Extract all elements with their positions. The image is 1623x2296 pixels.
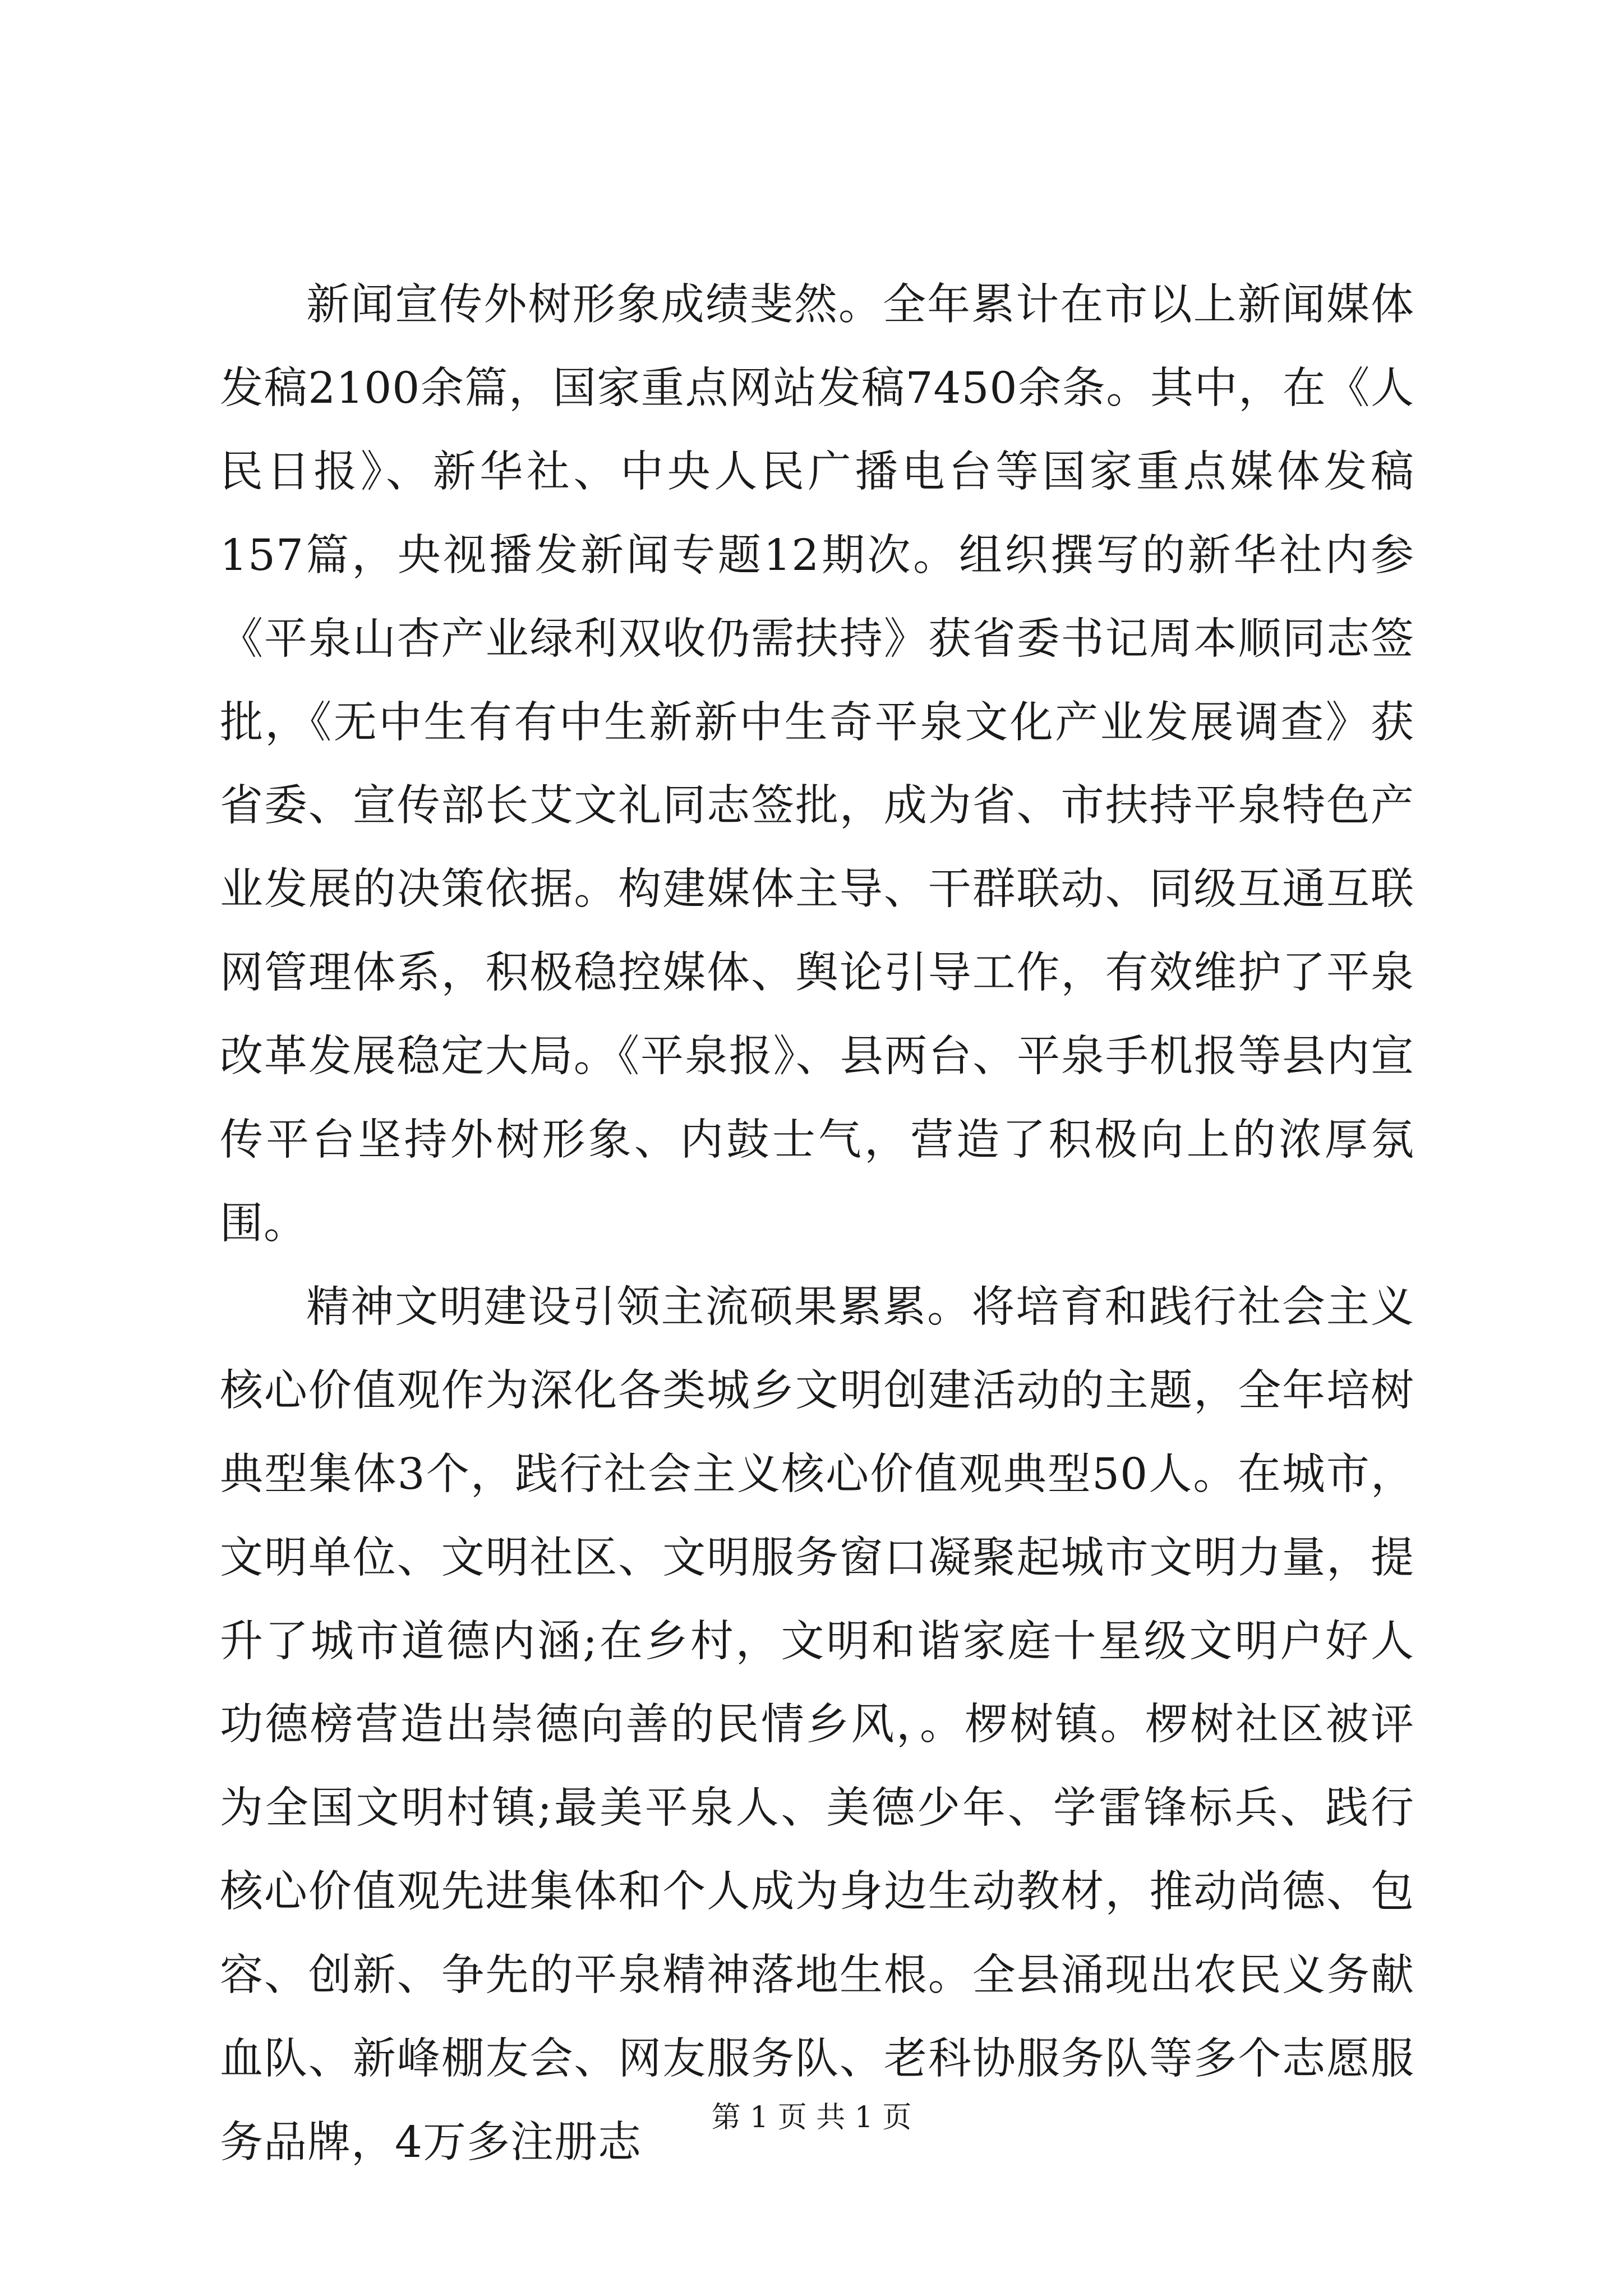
paragraph-news-publicity: 新闻宣传外树形象成绩斐然。全年累计在市以上新闻媒体发稿2100余篇，国家重点网站发稿7450余条。其中，在《人民日报》、新华社、中央人民广播电台等国家重点媒体发稿157篇，央视播发新闻专题12期次。组织撰写的新华社内参《平泉山杏产业绿利双收仍需扶持》获省委书记周本顺同志签批，《无中生有有中生新新中生奇平泉文化产业发展调查》获省委、宣传部长艾文礼同志签批，成为省、市扶持平泉特色产业发展的决策依据。构建媒体主导、干群联动、同级互通互联网管理体系，积极稳控媒体、舆论引导工作，有效维护了平泉改革发展稳定大局。《平泉报》、县两台、平泉手机报等县内宣传平台坚持外树形象、内鼓士气，营造了积极向上的浓厚氛围。	[220, 280, 1414, 1249]
page-footer: 第 1 页 共 1 页	[711, 2101, 912, 2134]
paragraph-spiritual-civilization: 精神文明建设引领主流硕果累累。将培育和践行社会主义核心价值观作为深化各类城乡文明创建活动的主题，全年培树典型集体3个，践行社会主义核心价值观典型50人。在城市，文明单位、文明社区、文明服务窗口凝聚起城市文明力量，提升了城市道德内涵;在乡村，文明和谐家庭十星级文明户好人功德榜营造出崇德向善的民情乡风，。椤树镇。椤树社区被评为全国文明村镇;最美平泉人、美德少年、学雷锋标兵、践行核心价值观先进集体和个人成为身边生动教材，推动尚德、包容、创新、争先的平泉精神落地生根。全县涌现出农民义务献血队、新峰棚友会、网友服务队、老科协服务队等多个志愿服务品牌，4万多注册志	[220, 1282, 1414, 2168]
document-body	[220, 264, 1414, 2185]
